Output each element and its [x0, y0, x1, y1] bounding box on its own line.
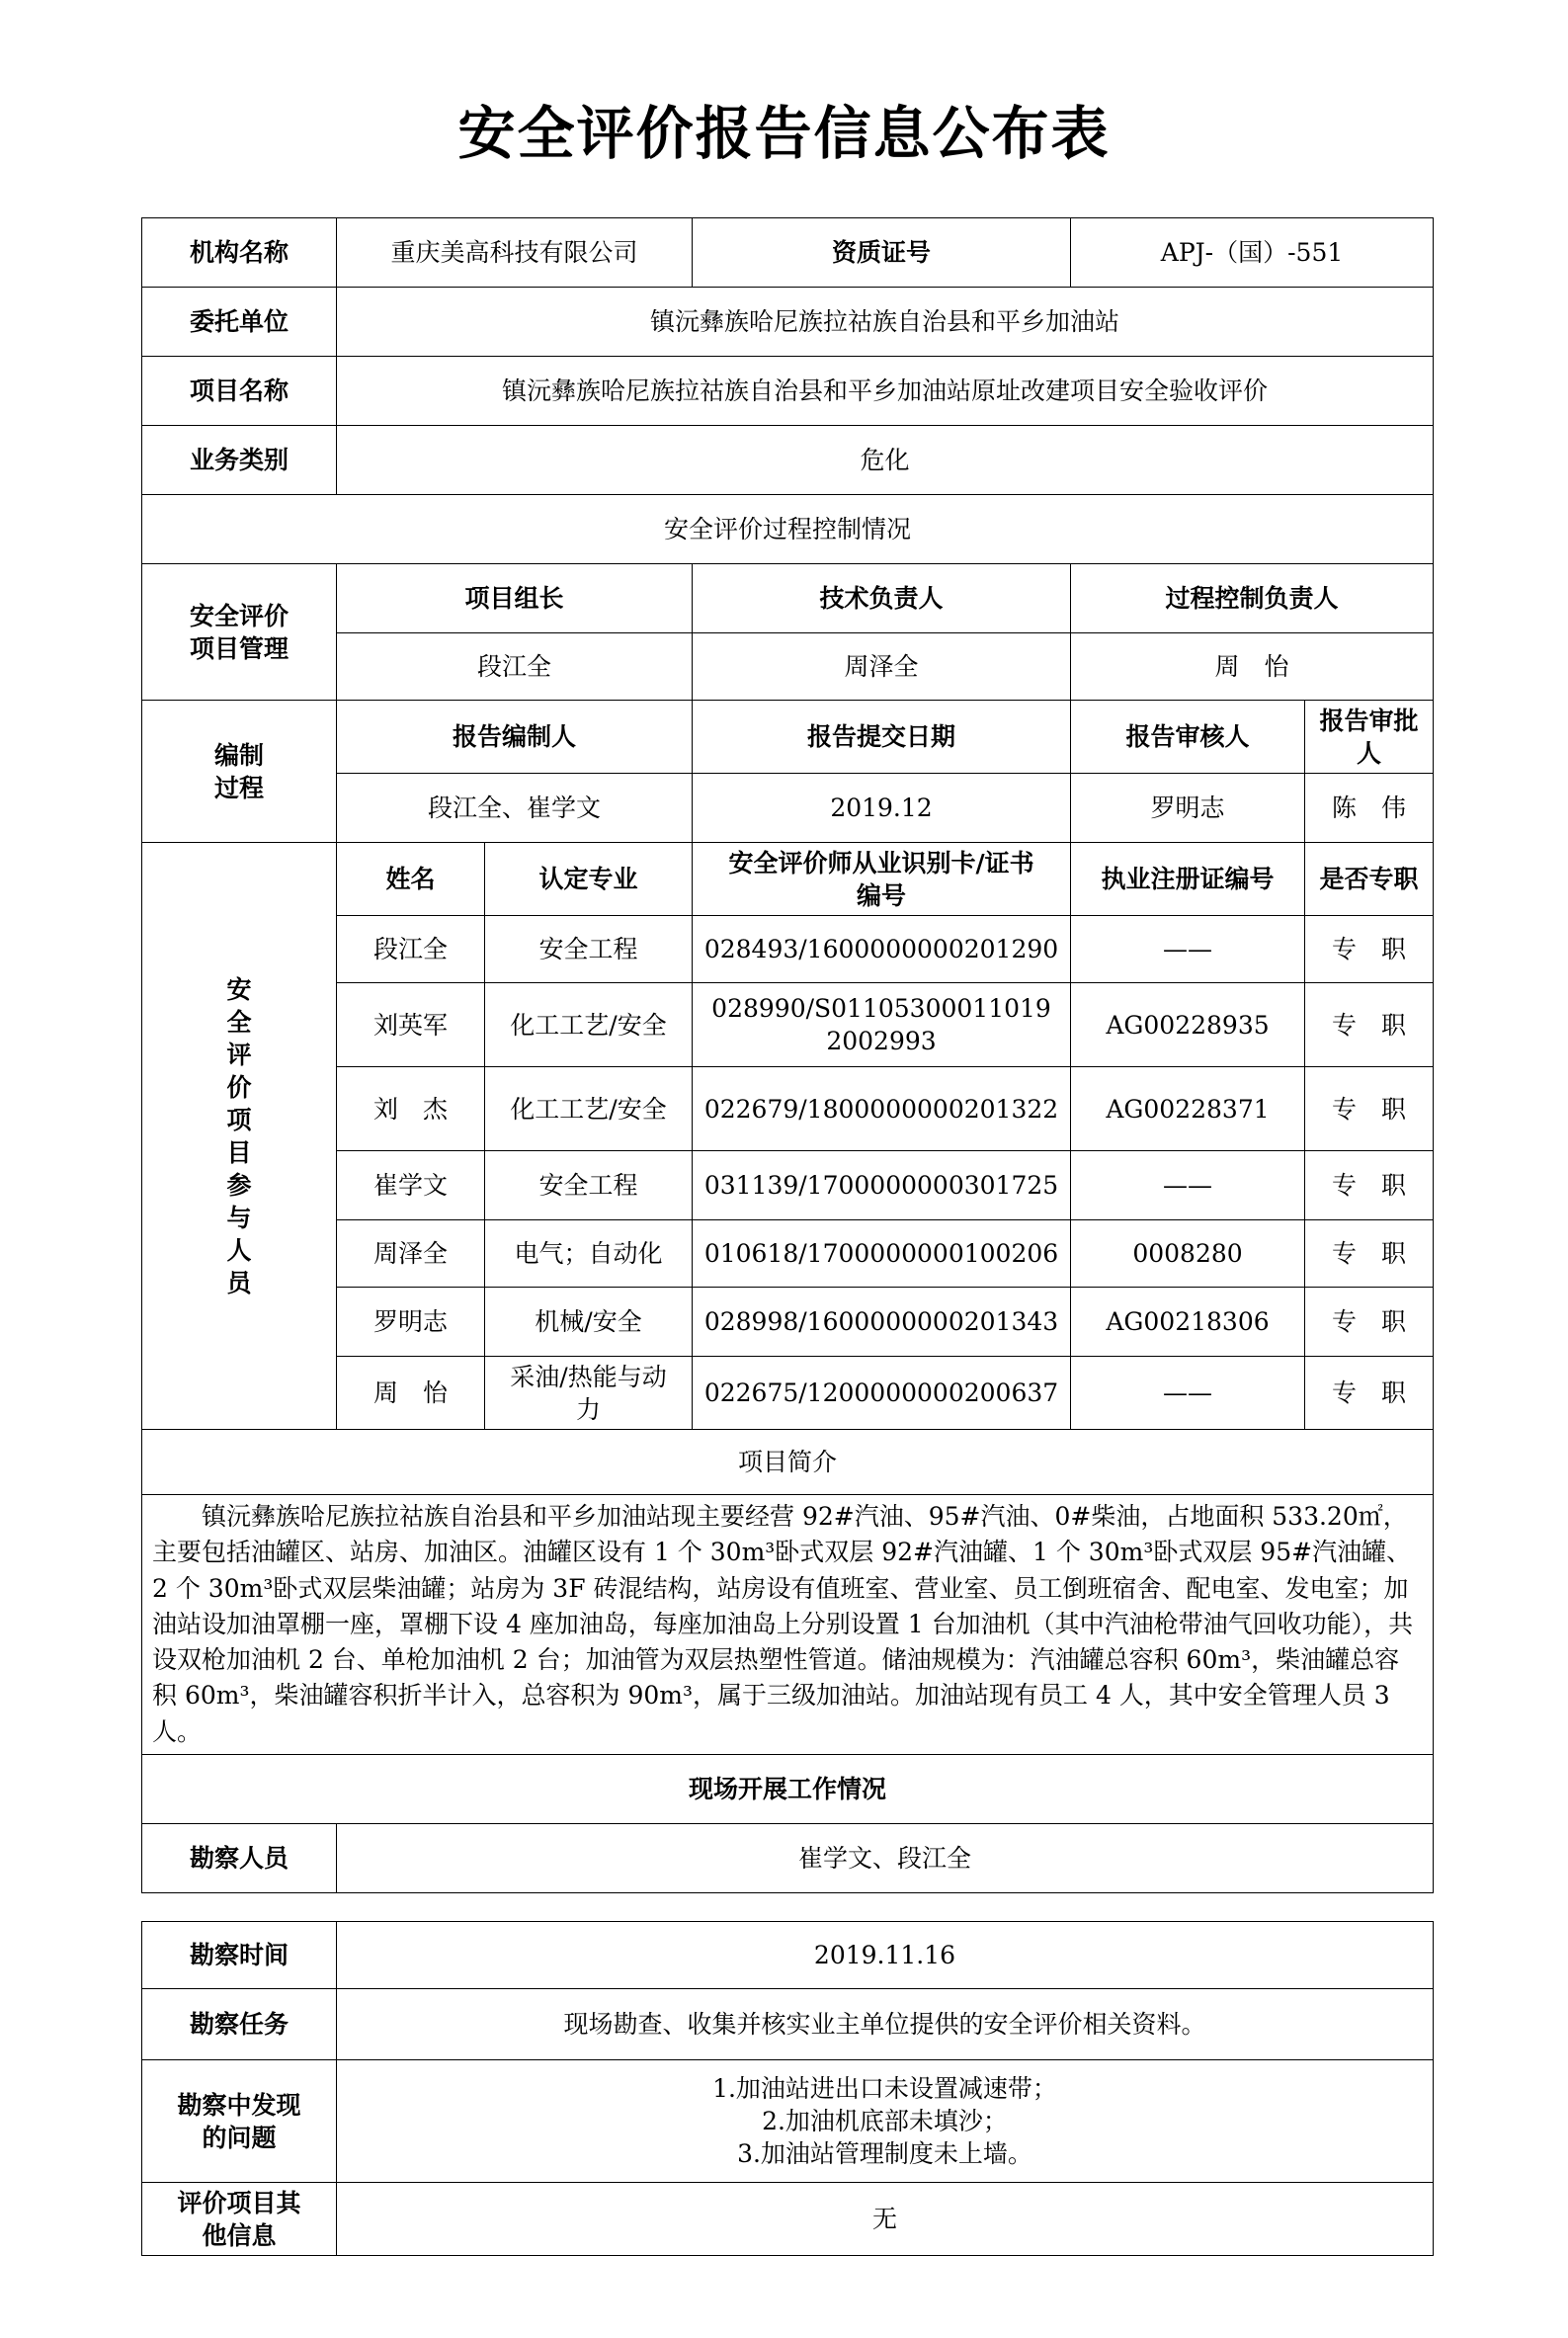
col-specialty-header: 认定专业 [485, 843, 693, 916]
tech-lead-label: 技术负责人 [693, 564, 1071, 633]
member-reg: —— [1071, 916, 1305, 983]
list-item: 3.加油站管理制度未上墙。 [737, 2139, 1032, 2168]
approver-label: 报告审批人 [1305, 701, 1434, 774]
member-card: 022675/1200000000200637 [693, 1357, 1071, 1430]
col-name-header: 姓名 [337, 843, 485, 916]
member-fulltime: 专 职 [1305, 916, 1434, 983]
project-mgmt-label: 安全评价项目管理 [142, 564, 337, 701]
tech-lead-value: 周泽全 [693, 633, 1071, 701]
member-name: 崔学文 [337, 1151, 485, 1220]
member-name: 周泽全 [337, 1220, 485, 1288]
col-fulltime-header: 是否专职 [1305, 843, 1434, 916]
member-reg: 0008280 [1071, 1220, 1305, 1288]
member-fulltime: 专 职 [1305, 1357, 1434, 1430]
survey-time-value: 2019.11.16 [337, 1922, 1434, 1989]
client-label: 委托单位 [142, 288, 337, 357]
reviewer-label: 报告审核人 [1071, 701, 1305, 774]
table-row [142, 983, 1434, 1067]
submit-date-label: 报告提交日期 [693, 701, 1071, 774]
survey-issues-list [337, 2060, 1434, 2183]
member-name: 周 怡 [337, 1357, 485, 1430]
list-item: 1.加油站进出口未设置减速带； [712, 2074, 1057, 2103]
org-name-label: 机构名称 [142, 218, 337, 288]
page-title: 安全评价报告信息公布表 [457, 100, 1111, 167]
org-name-value: 重庆美高科技有限公司 [337, 218, 693, 288]
surveyors-value: 崔学文、段江全 [337, 1823, 1434, 1892]
survey-table [141, 1921, 1434, 2256]
member-card: 028493/1600000000201290 [693, 916, 1071, 983]
compiler-label: 报告编制人 [337, 701, 693, 774]
member-card: 031139/1700000000301725 [693, 1151, 1071, 1220]
member-card: 010618/1700000000100206 [693, 1220, 1071, 1288]
member-specialty: 机械/安全 [485, 1288, 693, 1357]
info-table [141, 217, 1434, 1893]
table-row [142, 1288, 1434, 1357]
process-control-heading: 安全评价过程控制情况 [142, 495, 1434, 564]
member-specialty: 采油/热能与动力 [485, 1357, 693, 1430]
member-specialty: 安全工程 [485, 1151, 693, 1220]
process-lead-label: 过程控制负责人 [1071, 564, 1434, 633]
project-intro-heading: 项目简介 [142, 1430, 1434, 1495]
other-info-value: 无 [337, 2183, 1434, 2256]
survey-time-label: 勘察时间 [142, 1922, 337, 1989]
list-item: 2.加油机底部未填沙； [762, 2107, 1008, 2135]
member-reg: —— [1071, 1357, 1305, 1430]
team-leader-label: 项目组长 [337, 564, 693, 633]
member-name: 段江全 [337, 916, 485, 983]
process-lead-value: 周 怡 [1071, 633, 1434, 701]
table-row [142, 1067, 1434, 1151]
reviewer-value: 罗明志 [1071, 774, 1305, 843]
member-reg: AG00228935 [1071, 983, 1305, 1067]
table-row [142, 1357, 1434, 1430]
compile-process-label: 编制过程 [142, 701, 337, 843]
member-fulltime: 专 职 [1305, 1067, 1434, 1151]
team-leader-value: 段江全 [337, 633, 693, 701]
table-row [142, 1151, 1434, 1220]
project-name-value: 镇沅彝族哈尼族拉祜族自治县和平乡加油站原址改建项目安全验收评价 [337, 357, 1434, 426]
member-reg: —— [1071, 1151, 1305, 1220]
survey-task-label: 勘察任务 [142, 1989, 337, 2060]
participants-label: 安全评价项目参与人员 [142, 843, 337, 1430]
business-type-label: 业务类别 [142, 426, 337, 495]
field-work-heading: 现场开展工作情况 [142, 1754, 1434, 1823]
member-card: 028998/1600000000201343 [693, 1288, 1071, 1357]
project-intro-text: 镇沅彝族哈尼族拉祜族自治县和平乡加油站现主要经营 92#汽油、95#汽油、0#柴油，占地面积 533.20㎡，主要包括油罐区、站房、加油区。油罐区设有 1 个 30m³卧式双层 92#汽油罐、1 个 30m³卧式双层 95#汽油罐、2 个 30m³卧式双层柴油罐；站房为 3F 砖混结构，站房设有值班室、营业室、员工倒班宿舍、配电室、发电室；加油站设加油罩棚一座，罩棚下设 4 座加油岛，每座加油岛上分别设置 1 台加油机（其中汽油枪带油气回收功能），共设双枪加油机 2 台、单枪加油机 2 台；加油管为双层热塑性管道。储油规模为：汽油罐总容积 60m³，柴油罐总容积 60m³，柴油罐容积折半计入，总容积为 90m³，属于三级加油站。加油站现有员工 4 人，其中安全管理人员 3 人。 [142, 1495, 1434, 1755]
project-name-label: 项目名称 [142, 357, 337, 426]
member-specialty: 电气；自动化 [485, 1220, 693, 1288]
other-info-label: 评价项目其他信息 [142, 2183, 337, 2256]
member-name: 刘 杰 [337, 1067, 485, 1151]
submit-date-value: 2019.12 [693, 774, 1071, 843]
member-name: 刘英军 [337, 983, 485, 1067]
col-card-header: 安全评价师从业识别卡/证书编号 [693, 843, 1071, 916]
compiler-value: 段江全、崔学文 [337, 774, 693, 843]
member-fulltime: 专 职 [1305, 1151, 1434, 1220]
survey-issues-label: 勘察中发现的问题 [142, 2060, 337, 2183]
member-specialty: 化工工艺/安全 [485, 1067, 693, 1151]
qual-no-value: APJ-（国）-551 [1071, 218, 1434, 288]
survey-task-value: 现场勘查、收集并核实业主单位提供的安全评价相关资料。 [337, 1989, 1434, 2060]
approver-value: 陈 伟 [1305, 774, 1434, 843]
member-reg: AG00218306 [1071, 1288, 1305, 1357]
table-row [142, 1220, 1434, 1288]
member-fulltime: 专 职 [1305, 983, 1434, 1067]
member-card: 022679/1800000000201322 [693, 1067, 1071, 1151]
table-row [142, 916, 1434, 983]
surveyors-label: 勘察人员 [142, 1823, 337, 1892]
member-specialty: 化工工艺/安全 [485, 983, 693, 1067]
qual-no-label: 资质证号 [693, 218, 1071, 288]
business-type-value: 危化 [337, 426, 1434, 495]
member-fulltime: 专 职 [1305, 1288, 1434, 1357]
member-name: 罗明志 [337, 1288, 485, 1357]
member-specialty: 安全工程 [485, 916, 693, 983]
member-reg: AG00228371 [1071, 1067, 1305, 1151]
member-fulltime: 专 职 [1305, 1220, 1434, 1288]
client-value: 镇沅彝族哈尼族拉祜族自治县和平乡加油站 [337, 288, 1434, 357]
member-card: 028990/S011053000110192002993 [693, 983, 1071, 1067]
col-reg-header: 执业注册证编号 [1071, 843, 1305, 916]
